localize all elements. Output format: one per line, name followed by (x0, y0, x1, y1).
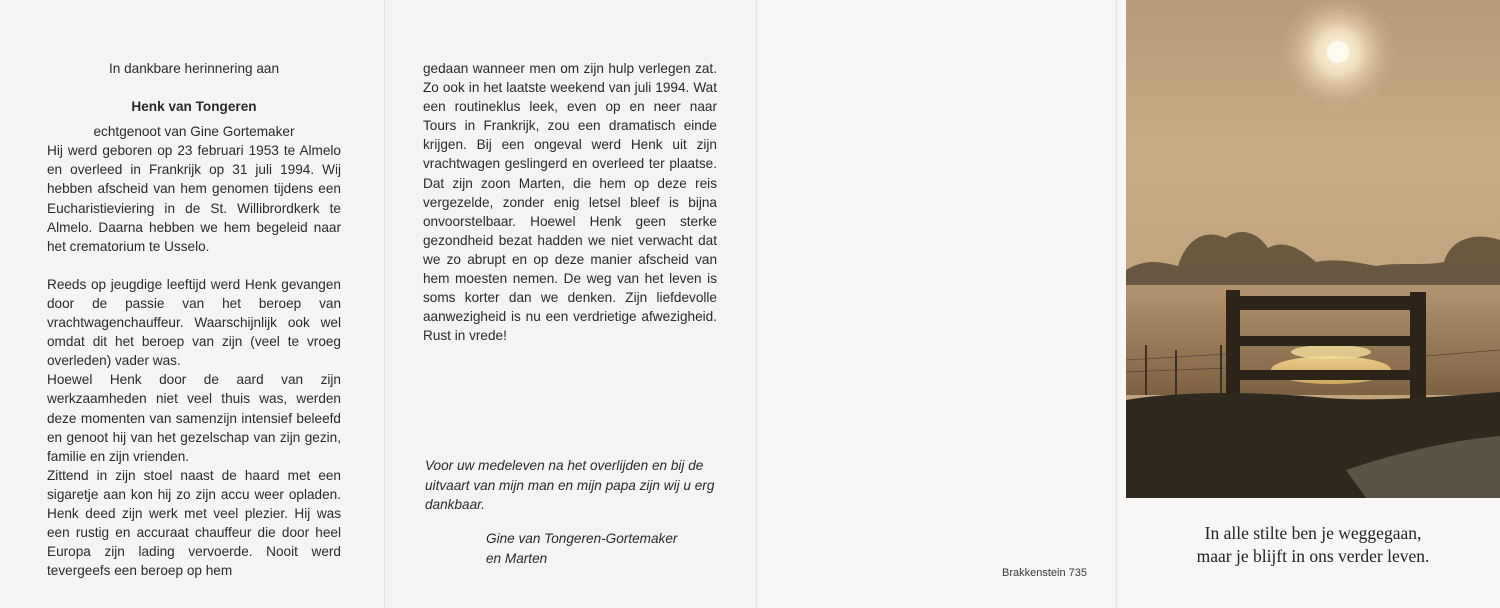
thanks-text: Voor uw medeleven na het overlijden en bij de uitvaart van mijn man en mijn papa zijn wij u erg dankbaar. (425, 458, 715, 512)
middle-column-text (423, 59, 717, 345)
fold-line (384, 0, 385, 608)
spouse-line: echtgenoot van Gine Gortemaker (93, 124, 295, 140)
paragraph: Hij werd geboren op 23 februari 1953 te Almelo en overleed in Frankrijk op 31 juli 1994. Wij hebben afscheid van hem genomen tijdens een Eucharistieviering in de St. Willibrordkerk te Almelo. Daarna hebben we hem begeleid naar het crematorium te Usselo. (47, 143, 341, 254)
printer-mark: Brakkenstein 735 (1002, 567, 1087, 579)
sunset-landscape-photo (1126, 0, 1500, 498)
signature-line: en Marten (486, 550, 548, 566)
fold-line (756, 0, 757, 608)
caption (1126, 522, 1500, 568)
fold-line (1116, 0, 1117, 608)
caption-line: maar je blijft in ons verder leven. (1196, 546, 1430, 566)
paragraph: gedaan wanneer men om zijn hulp verlegen zat. Zo ook in het laatste weekend van juli 1994. Wat een routineklus leek, even op en neer naar Tours in Frankrijk, zou een dramatisch einde krijgen. Bij een ongeval werd Henk uit zijn vrachtwagen geslingerd en overleed ter plaatse. Dat zijn zoon Marten, die hem op deze reis vergezelde, zonder enig letsel bleef is bijna onvoorstelbaar. Hoewel Henk geen sterke gezondheid bezat hadden we niet verwacht dat we zo abrupt en op deze manier afscheid van hem moesten nemen. De weg van het leven is soms korter dan we denken. Zijn liefdevolle aanwezigheid is nu een verdrietige afwezigheid. Rust in vrede! (423, 61, 717, 344)
signature (486, 529, 726, 568)
paragraph: Zittend in zijn stoel naast de haard met een sigaretje aan kon hij zo zijn accu weer opladen. Henk deed zijn werk met veel plezier. Hij was een rustig en accuraat chauffeur die door heel Europa zijn lading vervoerde. Nooit werd tevergeefs een beroep op hem (47, 467, 341, 579)
signature-line: Gine van Tongeren-Gortemaker (486, 531, 678, 546)
intro-line: In dankbare herinnering aan (108, 61, 280, 76)
paragraph: Hoewel Henk door de aard van zijn werkzaamheden niet veel thuis was, werden deze momenten van samenzijn intensief beleefd en genoot hij van het gezelschap van zijn gezin, familie en zijn vrienden. (47, 372, 341, 464)
left-column-text (47, 59, 341, 580)
deceased-name: Henk van Tongeren (131, 99, 257, 115)
paragraph: Reeds op jeugdige leeftijd werd Henk gevangen door de passie van het beroep van vrachtwagenchauffeur. Waarschijnlijk ook wel omdat dit het beroep van zijn (veel te vroeg overleden) vader was. (47, 276, 341, 369)
panel-blank (756, 0, 1116, 608)
caption-line: In alle stilte ben je weggegaan, (1204, 523, 1422, 543)
